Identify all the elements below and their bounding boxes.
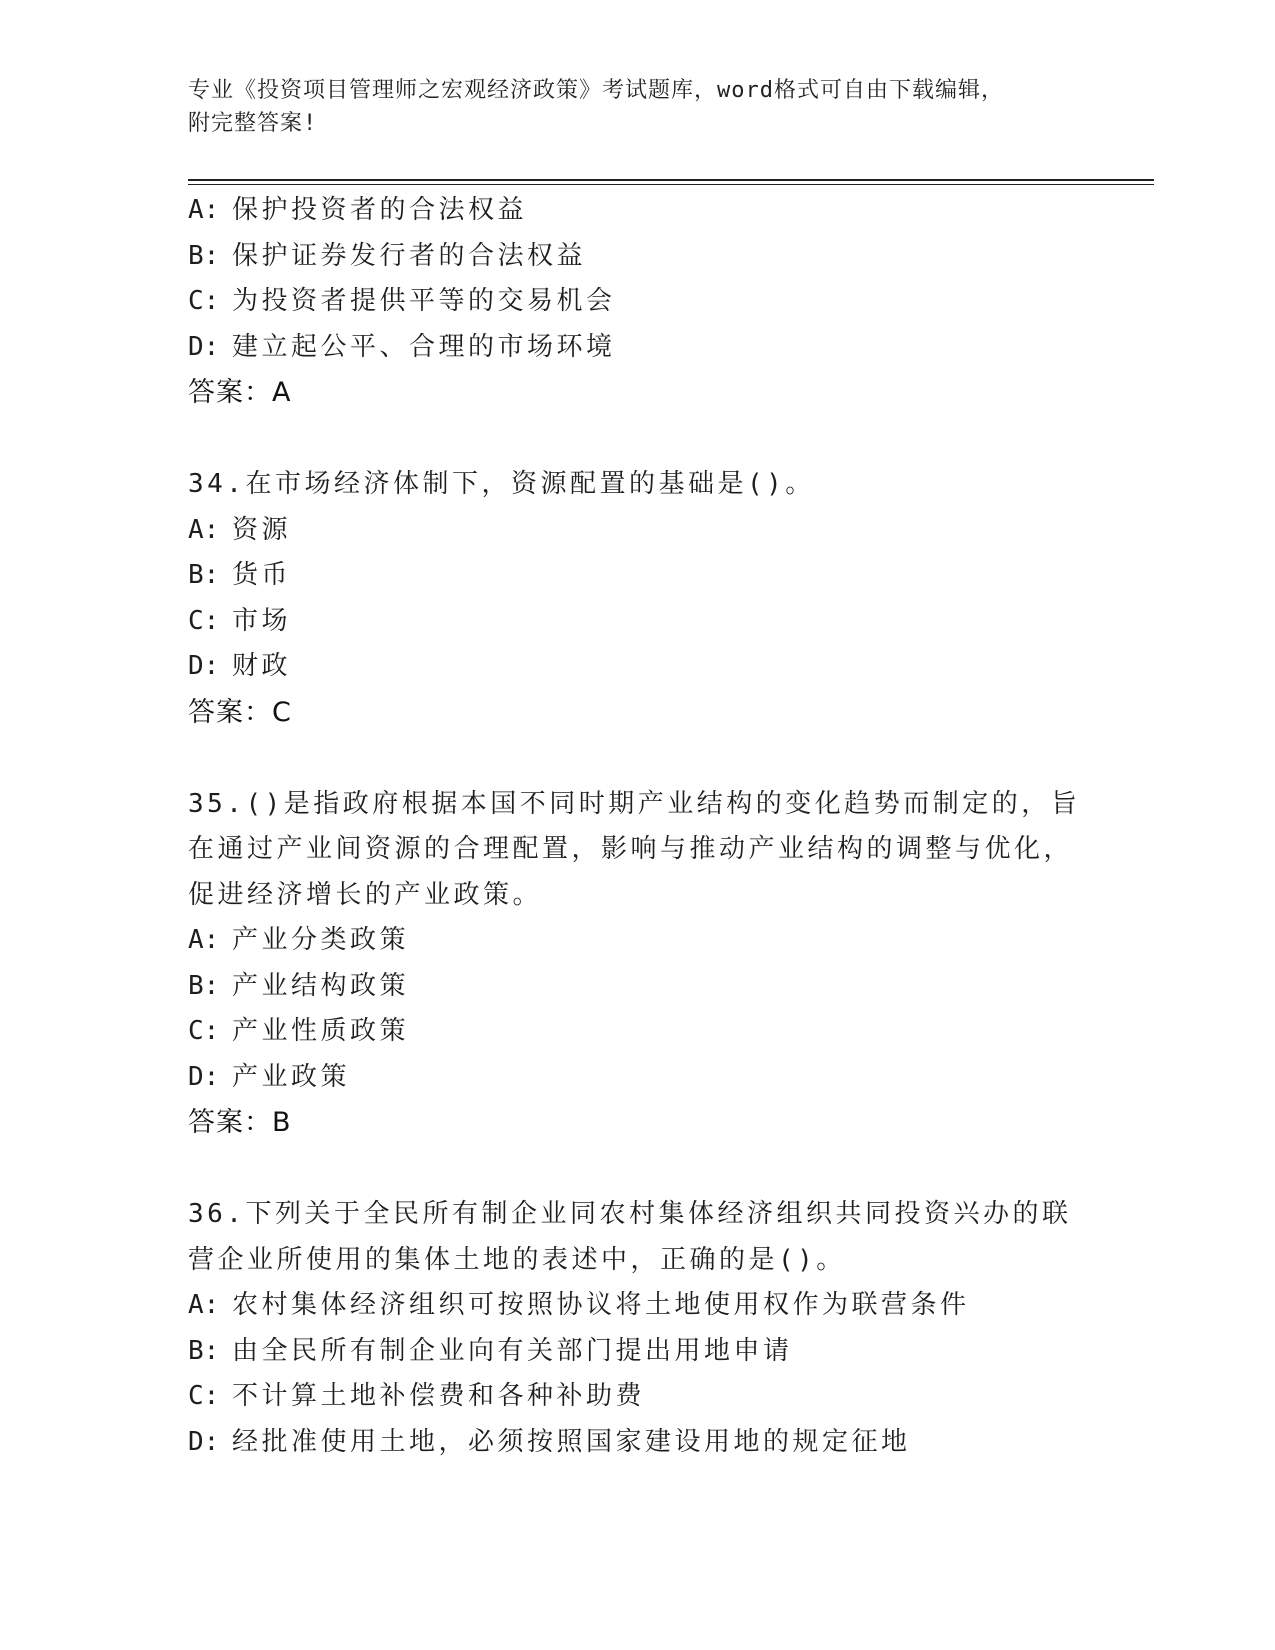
option-d <box>188 1420 1088 1466</box>
header-line-2: 附完整答案! <box>188 111 318 136</box>
option-d <box>188 644 1088 690</box>
option-text: 保护证券发行者的合法权益 <box>232 240 587 271</box>
header-rule-thin <box>188 184 1154 185</box>
option-text: 市场 <box>232 605 292 636</box>
option-key: C: <box>188 1016 220 1046</box>
option-a <box>188 188 1088 234</box>
question-text: 36.下列关于全民所有制企业同农村集体经济组织共同投资兴办的联营企业所使用的集体土地的表述中，正确的是()。 <box>188 1199 1072 1275</box>
option-b <box>188 1329 1088 1375</box>
option-text: 为投资者提供平等的交易机会 <box>232 286 616 316</box>
header-rule-thick <box>188 179 1154 181</box>
option-key: D: <box>188 1061 220 1092</box>
option-d <box>188 1055 1088 1101</box>
question-block-34 <box>188 462 1088 736</box>
option-c <box>188 279 1088 325</box>
option-text: 产业分类政策 <box>232 925 410 955</box>
option-key: A: <box>188 514 220 545</box>
question-text: 34.在市场经济体制下，资源配置的基础是()。 <box>188 469 815 499</box>
option-c <box>188 599 1088 645</box>
option-text: 农村集体经济组织可按照协议将土地使用权作为联营条件 <box>232 1290 970 1320</box>
option-key: C: <box>188 605 220 636</box>
option-key: B: <box>188 240 220 271</box>
answer-line: 答案：A <box>188 377 292 408</box>
option-key: B: <box>188 1335 220 1366</box>
option-text: 资源 <box>232 514 292 545</box>
option-key: B: <box>188 560 220 590</box>
option-text: 产业性质政策 <box>232 1016 410 1046</box>
option-text: 不计算土地补偿费和各种补助费 <box>232 1381 646 1411</box>
option-key: C: <box>188 286 220 316</box>
question-block-33 <box>188 188 1088 416</box>
option-b <box>188 234 1088 280</box>
option-b <box>188 964 1088 1010</box>
option-text: 由全民所有制企业向有关部门提出用地申请 <box>232 1335 793 1366</box>
answer-line: 答案：B <box>188 1107 292 1138</box>
option-text: 产业结构政策 <box>232 970 410 1001</box>
option-text: 经批准使用土地，必须按照国家建设用地的规定征地 <box>232 1426 911 1457</box>
option-text: 产业政策 <box>232 1061 351 1092</box>
option-key: A: <box>188 925 220 955</box>
option-d <box>188 325 1088 371</box>
option-key: A: <box>188 195 220 225</box>
option-text: 建立起公平、合理的市场环境 <box>232 331 616 362</box>
option-key: C: <box>188 1381 220 1411</box>
option-a <box>188 918 1088 964</box>
option-c <box>188 1009 1088 1055</box>
option-key: A: <box>188 1290 220 1320</box>
question-list <box>188 188 1088 1465</box>
header-line-1: 专业《投资项目管理师之宏观经济政策》考试题库，word格式可自由下载编辑， <box>188 78 1004 103</box>
question-block-36 <box>188 1192 1088 1465</box>
option-text: 货币 <box>232 560 292 590</box>
option-key: B: <box>188 970 220 1001</box>
option-b <box>188 553 1088 599</box>
question-text: 35.()是指政府根据本国不同时期产业结构的变化趋势而制定的，旨在通过产业间资源的合理配置，影响与推动产业结构的调整与优化，促进经济增长的产业政策。 <box>188 788 1081 910</box>
option-text: 保护投资者的合法权益 <box>232 195 528 225</box>
option-key: D: <box>188 1426 220 1457</box>
question-block-35 <box>188 782 1088 1147</box>
document-header <box>188 74 1068 140</box>
option-a <box>188 508 1088 554</box>
option-text: 财政 <box>232 651 292 681</box>
option-key: D: <box>188 651 220 681</box>
option-key: D: <box>188 331 220 362</box>
answer-line: 答案：C <box>188 696 292 728</box>
option-c <box>188 1374 1088 1420</box>
option-a <box>188 1283 1088 1329</box>
